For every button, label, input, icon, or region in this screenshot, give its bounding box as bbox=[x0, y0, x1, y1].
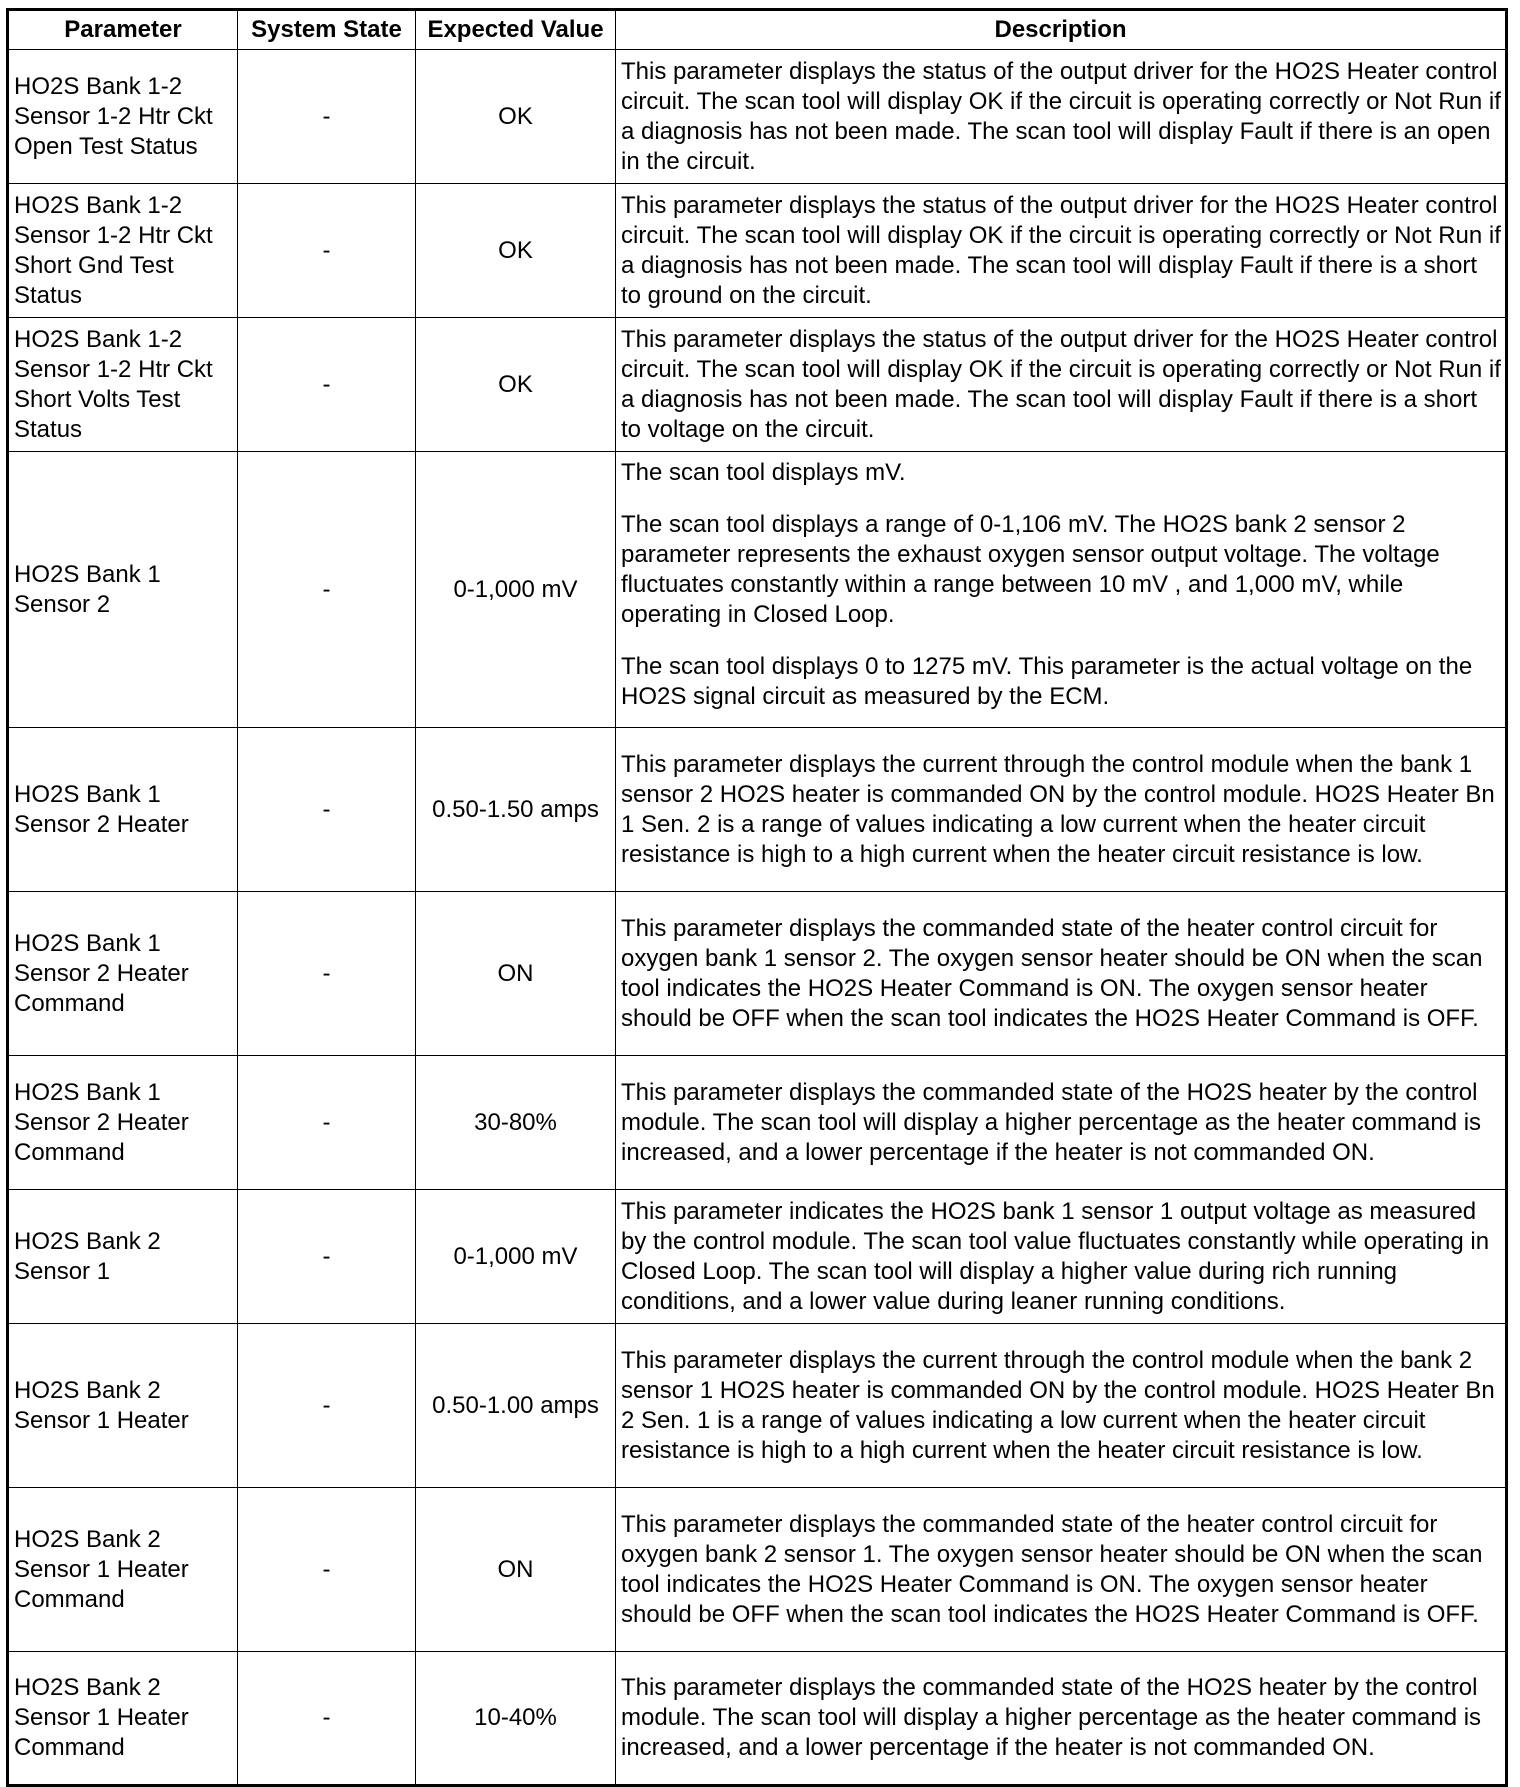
parameter-cell: HO2S Bank 1 Sensor 2 bbox=[8, 452, 238, 728]
expected-value-cell: OK bbox=[416, 318, 616, 452]
header-expected-value: Expected Value bbox=[416, 10, 616, 50]
parameter-cell: HO2S Bank 2 Sensor 1 Heater Command bbox=[8, 1652, 238, 1786]
parameter-table bbox=[6, 8, 1508, 1787]
table-row bbox=[8, 1488, 1507, 1652]
expected-value-cell: ON bbox=[416, 1488, 616, 1652]
description-cell bbox=[616, 318, 1507, 452]
description-paragraph: This parameter indicates the HO2S bank 1 sensor 1 output voltage as measured by the control module. The scan tool value fluctuates constantly while operating in Closed Loop. The scan tool will display a higher value during rich running conditions, and a lower value during leaner running conditions. bbox=[621, 1197, 1490, 1315]
table-row bbox=[8, 1056, 1507, 1190]
description-paragraph: This parameter displays the status of the output driver for the HO2S Heater control circuit. The scan tool will display OK if the circuit is operating correctly or Not Run if a diagnosis has not been made. The scan tool will display Fault if there is a short to voltage on the circuit. bbox=[621, 325, 1501, 443]
description-paragraph: This parameter displays the commanded state of the heater control circuit for oxygen bank 2 sensor 1. The oxygen sensor heater should be ON when the scan tool indicates the HO2S Heater Command is ON. The oxygen sensor heater should be OFF when the scan tool indicates the HO2S Heater Command is OFF. bbox=[621, 1510, 1483, 1628]
description-cell bbox=[616, 1488, 1507, 1652]
parameter-cell: HO2S Bank 1 Sensor 2 Heater bbox=[8, 728, 238, 892]
parameter-cell: HO2S Bank 1 Sensor 2 Heater Command bbox=[8, 1056, 238, 1190]
parameter-cell: HO2S Bank 2 Sensor 1 Heater bbox=[8, 1324, 238, 1488]
parameter-cell: HO2S Bank 1 Sensor 2 Heater Command bbox=[8, 892, 238, 1056]
table-row bbox=[8, 318, 1507, 452]
description-cell bbox=[616, 452, 1507, 728]
table-header bbox=[8, 10, 1507, 50]
table-row bbox=[8, 892, 1507, 1056]
system-state-cell: - bbox=[238, 1324, 416, 1488]
description-paragraph: This parameter displays the commanded state of the HO2S heater by the control module. The scan tool will display a higher percentage as the heater command is increased, and a lower percentage if the heater is not commanded ON. bbox=[621, 1078, 1482, 1166]
expected-value-cell: ON bbox=[416, 892, 616, 1056]
header-system-state: System State bbox=[238, 10, 416, 50]
description-paragraph: This parameter displays the commanded state of the HO2S heater by the control module. The scan tool will display a higher percentage as the heater command is increased, and a lower percentage if the heater is not commanded ON. bbox=[621, 1674, 1482, 1761]
description-paragraph: This parameter displays the current through the control module when the bank 2 sensor 1 HO2S heater is commanded ON by the control module. HO2S Heater Bn 2 Sen. 1 is a range of values indicating a low current when the heater circuit resistance is high to a high current when the heater circuit resistance is low. bbox=[621, 1346, 1495, 1464]
header-description: Description bbox=[616, 10, 1507, 50]
system-state-cell: - bbox=[238, 50, 416, 184]
description-cell bbox=[616, 892, 1507, 1056]
description-cell bbox=[616, 1190, 1507, 1324]
system-state-cell: - bbox=[238, 728, 416, 892]
system-state-cell: - bbox=[238, 184, 416, 318]
header-row bbox=[8, 10, 1507, 50]
table-row bbox=[8, 452, 1507, 728]
parameter-cell: HO2S Bank 1-2 Sensor 1-2 Htr Ckt Short Volts Test Status bbox=[8, 318, 238, 452]
description-paragraph: The scan tool displays a range of 0-1,106 mV. The HO2S bank 2 sensor 2 parameter represents the exhaust oxygen sensor output voltage. The voltage fluctuates constantly within a range between 10 mV , and 1,000 mV, while operating in Closed Loop. bbox=[621, 511, 1440, 628]
expected-value-cell: 0.50-1.50 amps bbox=[416, 728, 616, 892]
header-parameter: Parameter bbox=[8, 10, 238, 50]
description-cell bbox=[616, 1324, 1507, 1488]
expected-value-cell: 0-1,000 mV bbox=[416, 452, 616, 728]
description-cell bbox=[616, 728, 1507, 892]
expected-value-cell: 10-40% bbox=[416, 1652, 616, 1786]
description-cell bbox=[616, 1056, 1507, 1190]
system-state-cell: - bbox=[238, 452, 416, 728]
parameter-cell: HO2S Bank 2 Sensor 1 Heater Command bbox=[8, 1488, 238, 1652]
description-paragraph: This parameter displays the commanded state of the heater control circuit for oxygen bank 1 sensor 2. The oxygen sensor heater should be ON when the scan tool indicates the HO2S Heater Command is ON. The oxygen sensor heater should be OFF when the scan tool indicates the HO2S Heater Command is OFF. bbox=[621, 914, 1483, 1032]
expected-value-cell: 0.50-1.00 amps bbox=[416, 1324, 616, 1488]
description-paragraph: This parameter displays the status of the output driver for the HO2S Heater control circuit. The scan tool will display OK if the circuit is operating correctly or Not Run if a diagnosis has not been made. The scan tool will display Fault if there is an open in the circuit. bbox=[621, 57, 1501, 175]
system-state-cell: - bbox=[238, 1190, 416, 1324]
description-paragraph: This parameter displays the status of the output driver for the HO2S Heater control circuit. The scan tool will display OK if the circuit is operating correctly or Not Run if a diagnosis has not been made. The scan tool will display Fault if there is a short to ground on the circuit. bbox=[621, 191, 1501, 309]
parameter-cell: HO2S Bank 1-2 Sensor 1-2 Htr Ckt Open Test Status bbox=[8, 50, 238, 184]
expected-value-cell: OK bbox=[416, 184, 616, 318]
table-row bbox=[8, 1652, 1507, 1786]
parameter-cell: HO2S Bank 2 Sensor 1 bbox=[8, 1190, 238, 1324]
description-paragraph: The scan tool displays mV. bbox=[621, 459, 906, 486]
system-state-cell: - bbox=[238, 892, 416, 1056]
description-paragraph: The scan tool displays 0 to 1275 mV. This parameter is the actual voltage on the HO2S signal circuit as measured by the ECM. bbox=[621, 653, 1473, 710]
description-paragraph: This parameter displays the current through the control module when the bank 1 sensor 2 HO2S heater is commanded ON by the control module. HO2S Heater Bn 1 Sen. 2 is a range of values indicating a low current when the heater circuit resistance is high to a high current when the heater circuit resistance is low. bbox=[621, 750, 1495, 868]
expected-value-cell: 0-1,000 mV bbox=[416, 1190, 616, 1324]
expected-value-cell: OK bbox=[416, 50, 616, 184]
description-cell bbox=[616, 1652, 1507, 1786]
expected-value-cell: 30-80% bbox=[416, 1056, 616, 1190]
table-row bbox=[8, 1190, 1507, 1324]
table-row bbox=[8, 184, 1507, 318]
parameter-cell: HO2S Bank 1-2 Sensor 1-2 Htr Ckt Short Gnd Test Status bbox=[8, 184, 238, 318]
system-state-cell: - bbox=[238, 1652, 416, 1786]
table-row bbox=[8, 728, 1507, 892]
system-state-cell: - bbox=[238, 318, 416, 452]
description-cell bbox=[616, 184, 1507, 318]
table-row bbox=[8, 50, 1507, 184]
description-cell bbox=[616, 50, 1507, 184]
system-state-cell: - bbox=[238, 1056, 416, 1190]
table-body bbox=[8, 50, 1507, 1786]
table-row bbox=[8, 1324, 1507, 1488]
system-state-cell: - bbox=[238, 1488, 416, 1652]
